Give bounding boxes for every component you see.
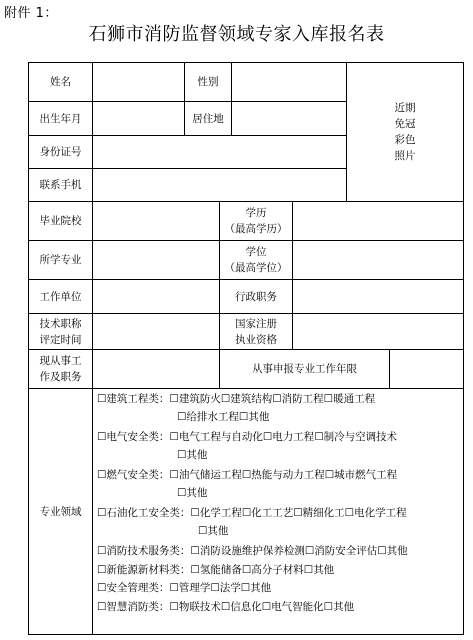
major-field[interactable] [93,241,219,279]
domain-line[interactable]: ☐其他 [177,449,208,461]
photo-text: 彩色 [394,134,416,146]
gender-label: 性别 [197,76,219,88]
photo-text: 近期 [394,102,416,114]
domain-line[interactable]: ☐智慧消防类：☐物联技术☐信息化☐电气智能化☐其他 [97,601,355,613]
grid-line [28,388,464,389]
photo-text: 照片 [394,150,416,162]
degree-field[interactable] [293,241,463,279]
education-label: 学历 （最高学历） [224,207,288,235]
gender-field[interactable] [232,63,346,101]
domain-line[interactable]: ☐电气安全类：☐电气工程与自动化☐电力工程☐制冷与空调技术 [97,431,398,443]
form-title: 石狮市消防监督领域专家入库报名表 [88,24,385,45]
domain-line[interactable]: ☐给排水工程☐其他 [177,411,270,423]
employer-field[interactable] [93,280,219,313]
current-job-label: 现从事工 作及职务 [39,355,82,383]
phone-field[interactable] [93,169,346,201]
birth-field[interactable] [93,102,184,135]
domain-label: 专业领域 [39,505,82,518]
domain-line[interactable]: ☐消防技术服务类：☐消防设施维护保养检测☐消防安全评估☐其他 [97,545,408,557]
name-field[interactable] [93,63,184,101]
years-field[interactable] [390,350,463,388]
residence-label: 居住地 [192,112,224,125]
attachment-label: 附件 1： [4,6,58,21]
domain-line[interactable]: ☐燃气安全类：☐油气储运工程☐热能与动力工程☐城市燃气工程 [97,469,398,481]
school-field[interactable] [93,202,219,240]
photo-text: 免冠 [394,118,416,130]
admin-post-field[interactable] [293,280,463,313]
major-label: 所学专业 [39,254,82,266]
grid-line [463,62,464,635]
domain-line[interactable]: ☐其他 [198,525,229,537]
employer-label: 工作单位 [39,290,82,303]
admin-post-label: 行政职务 [235,290,277,303]
id-number-field[interactable] [93,136,346,168]
current-job-field[interactable] [93,350,219,388]
registered-qual-field[interactable] [293,314,463,349]
school-label: 毕业院校 [39,215,82,227]
registered-qual-label: 国家注册 执业资格 [235,317,277,346]
domain-line[interactable]: ☐安全管理类：☐管理学☐法学☐其他 [97,582,272,594]
title-level-label: 技术职称 评定时间 [39,317,82,346]
grid-line [28,634,464,635]
education-field[interactable] [293,202,463,240]
domain-line[interactable]: ☐新能源新材料类：☐氢能储备☐高分子材料☐其他 [97,564,335,576]
residence-field[interactable] [232,102,346,135]
years-label: 从事申报专业工作年限 [252,363,357,375]
name-label: 姓名 [50,76,71,88]
domain-line[interactable]: ☐建筑工程类：☐建筑防火☐建筑结构☐消防工程☐暖通工程 [97,393,376,405]
id-number-label: 身份证号 [39,146,82,158]
title-level-field[interactable] [93,314,219,349]
birth-label: 出生年月 [39,112,82,125]
degree-label: 学位 （最高学位） [224,246,288,274]
photo-area[interactable] [347,63,463,201]
phone-label: 联系手机 [39,179,82,191]
domain-line[interactable]: ☐石油化工安全类：☐化学工程☐化工工艺☐精细化工☐电化学工程 [97,507,407,519]
domain-line[interactable]: ☐其他 [177,487,208,499]
